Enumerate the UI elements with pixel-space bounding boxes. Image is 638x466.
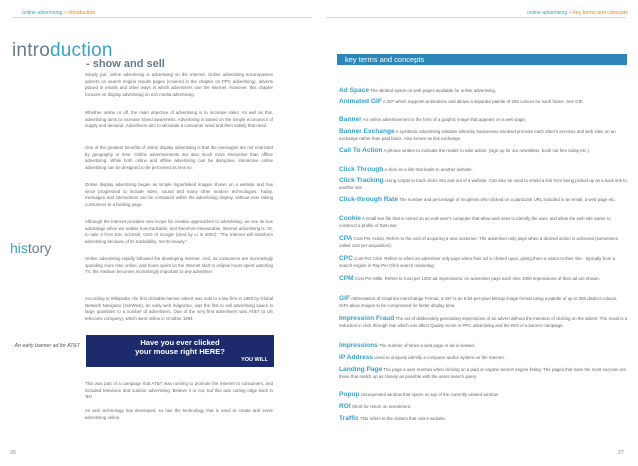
breadcrumb-separator: > (568, 10, 572, 16)
term-name: GIF (339, 295, 350, 302)
term-definition: The act of deliberately generating impressions of an advert without the intention of clicking on the advert. The result is a reduction in click through rate which can affect Quality Score in PPC advertising and the ROI of a banner campaign. (339, 316, 628, 328)
ad-line-3: YOU WILL (241, 357, 268, 363)
term-entry (339, 99, 628, 106)
term-definition: A small text file that is stored on an end-user's computer that allow web sites to identify the user, and allow the web site owner to construct a profile of that user. (339, 216, 611, 228)
history-title-part-1: his (10, 240, 28, 256)
body-paragraph: This was part of a campaign that AT&T was running to promote the Internet to consumers, and included television and outdoor advertising. Believe it or not, but this was cutting edge back in '94! (85, 381, 273, 399)
term-name: Banner Exchange (339, 128, 395, 135)
term-name: Animated GIF (339, 98, 382, 105)
body-paragraph: As web technology has developed, so has the technology that is used to create and serve advertising online. (85, 408, 273, 420)
term-definition: Cost Per Mille. Refers to Cost per 1000 ad impressions. An advertiser pays each time 1000 impressions of their ad are shown. (354, 276, 600, 281)
term-definition: A phrase written to motivate the reader to take action. (sign up for our newsletter, book car hire today etc.). (383, 148, 591, 153)
history-paragraph: Online advertising rapidly followed the developing Internet. And, as consumers are increasingly spending more time online, and hours spent on the Internet start to eclipse hours spent watching TV, the medium becomes increasingly important to any advertiser. (85, 256, 273, 274)
term-entry (339, 236, 628, 249)
ad-line-1: Have you ever clicked (140, 338, 220, 347)
term-entry (339, 367, 628, 380)
term-name: Traffic (339, 415, 359, 422)
term-entry (339, 296, 628, 309)
term-definition: Short for return on investment. (351, 404, 412, 409)
term-name: Landing Page (339, 366, 383, 373)
term-definition: A symbiotic advertising initiative whereby businesses involved promote each other's services and web sites on an exchange rather than paid basis. Also known as link exchange. (339, 129, 616, 141)
header-divider-right (326, 17, 626, 18)
term-definition: A GIF which supports animations and allows a separate palette of 256 colours for each frame. See GIF. (382, 99, 584, 104)
intro-paragraph: Simply put, online advertising is advertising on the Internet. Online advertising encompasses adverts on search engine results pages (covered in the chapter on PPC advertising), adverts placed in emails and other ways in which advertisers use the Internet. However, this chapter focuses on display advertising on rich media advertising. (85, 72, 273, 97)
breadcrumb-current: introduction (68, 10, 96, 16)
term-entry (339, 117, 628, 124)
term-definition: The number of times a web page or ad is viewed. (379, 343, 475, 348)
term-definition: Abbreviation of Graphics Interchange Format, a GIF is an 8-bit-per-pixel bitmap image format using a palette of up to 256 distinct colours. GIFs allow images to be compressed for faster display time. (339, 296, 618, 308)
term-entry (339, 343, 628, 350)
term-entry (339, 216, 628, 229)
intro-paragraph: Although the Internet provides new scope for creative approaches to advertising, we see its true advantage when we realise how trackable, and therefore measurable, Internet advertising is. Or, to take it from Eric Schmidt, CEO of Google (cited by Li in 2002): "The Internet will transform advertising because of its trackability, not its beauty." (85, 219, 273, 244)
term-name: ROI (339, 403, 351, 410)
key-terms-header-bar (337, 54, 627, 65)
breadcrumb-current: key terms and concepts (573, 10, 628, 16)
term-entry (339, 256, 628, 269)
term-definition: Using scripts to track clicks into and out of a website. Can also be used to shield a link from being picked up as a back link to another site. (339, 178, 627, 190)
term-entry (339, 416, 628, 423)
breadcrumb-section: online advertising (526, 10, 568, 16)
ad-caption: An early banner ad for AT&T (14, 343, 80, 349)
term-name: Banner (339, 116, 362, 123)
term-name: CPM (339, 275, 354, 282)
term-entry (339, 88, 628, 95)
history-title (10, 240, 51, 256)
term-entry (339, 148, 628, 155)
history-paragraph: According to Wikipedia, the first clickable banner advert was sold to a law firm in 1993 by Global Network Navigator (NorWest), an early web magazine, was the first to sell advertising space in large quantities to a number of advertisers. One of the very first advertisers was AT&T (a US telecoms company), which went online in October 1994. (85, 296, 273, 321)
att-banner-ad-image (86, 335, 274, 367)
term-name: Ad Space (339, 87, 370, 94)
breadcrumb-section: online advertising (22, 10, 63, 16)
term-entry (339, 197, 628, 204)
term-definition: An online advertisement in the form of a graphic image that appears on a web page. (362, 117, 526, 122)
header-divider-left (12, 17, 312, 18)
term-definition: Unrequested window that opens on top of the currently viewed window. (360, 392, 499, 397)
term-entry (339, 404, 628, 411)
term-name: Impression Fraud (339, 315, 395, 322)
term-definition: The number and percentage of recipients who clicked on a particular URL included in an email, a web page etc. (399, 197, 616, 202)
term-name: IP Address (339, 354, 374, 361)
breadcrumb-separator: > (63, 10, 67, 16)
term-definition: The page a user reaches when clicking on a paid or organic search engine listing. The pages that have the most success are those that match up as closely as possible with the users search query. (339, 367, 626, 379)
ad-line-2: your mouse right HERE? (135, 347, 225, 356)
term-definition: Cost Per Action. Refers to the cost of acquiring a new customer. The advertiser only pays when a desired action is achieved (sometimes called cost per acquisition). (339, 236, 618, 248)
term-entry (339, 316, 628, 329)
term-name: Click-through Rate (339, 196, 398, 203)
page-number-left: 26 (10, 450, 17, 456)
intro-paragraph: Whether online or off, the main objective of advertising is to increase sales. As well as this, advertising aims to increase brand awareness. Advertising is based on the simple economics of supply and demand. Advertisers aim to stimulate a consumer need and then satisfy that need. (85, 110, 273, 128)
term-name: Cookie (339, 215, 361, 222)
term-entry (339, 178, 628, 191)
left-breadcrumb (22, 10, 95, 16)
term-definition: Used to uniquely identify a computer and/or system on the Internet. (374, 355, 505, 360)
title-part-1: intro (12, 40, 50, 61)
term-name: Click Through (339, 166, 384, 173)
key-terms-title: key terms and concepts (345, 55, 425, 64)
term-definition: The allotted space on web pages available for online advertising. (370, 88, 497, 93)
term-entry (339, 355, 628, 362)
intro-paragraph: Online display advertising began as simple hyperlinked images shown on a website and has since progressed to include video, sound and many other modern technologies. Today, messages and interactions can be contained within the advertising display, without ever taking consumers to a landing page. (85, 182, 273, 207)
term-definition: Cost Per Click. Refers to when an advertiser only pays when their ad is clicked upon, giving them a visitor to their site - typically from a search engine in Pay Per Click search marketing. (339, 256, 616, 268)
term-definition: A click on a link that leads to another website. (384, 167, 473, 172)
term-entry (339, 167, 628, 174)
intro-paragraph: One of the greatest benefits of online display advertising is that the messages are not restricted by geography or time. Online advertisements are also much more interactive than offline advertising. While both online and offline advertising can be disruptive, interactive online advertising can be designed to be perceived as less so. (85, 145, 273, 170)
term-name: CPC (339, 255, 353, 262)
page-number-right: 27 (618, 450, 625, 456)
page-subtitle: - show and sell (86, 58, 165, 70)
term-definition: This refers to the visitors that visit a website. (359, 416, 447, 421)
history-title-part-2: tory (27, 240, 52, 256)
term-name: CPA (339, 235, 353, 242)
term-entry (339, 392, 628, 399)
term-name: Click Tracking (339, 177, 384, 184)
title-part-2: duction (49, 40, 113, 61)
term-entry (339, 129, 628, 142)
term-name: Impressions (339, 342, 378, 349)
term-name: Call To Action (339, 147, 383, 154)
right-breadcrumb (478, 10, 628, 16)
term-name: Popup (339, 391, 360, 398)
term-entry (339, 276, 628, 283)
